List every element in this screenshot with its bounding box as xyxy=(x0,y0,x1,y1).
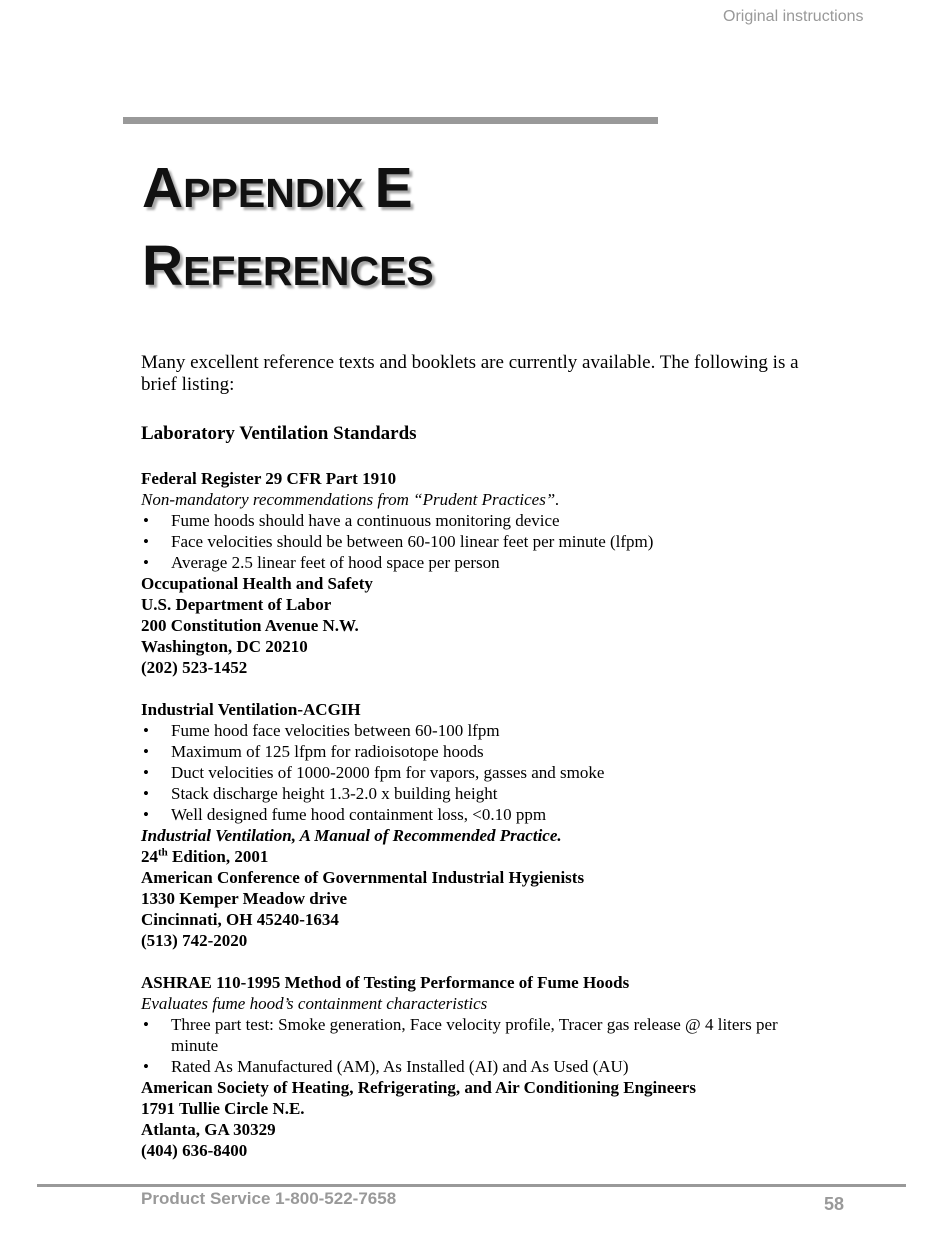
address-line: 1330 Kemper Meadow drive xyxy=(141,889,348,908)
list-item: • Three part test: Smoke generation, Face velocity profile, Tracer gas release @ 4 liters per minute xyxy=(143,1015,778,1055)
section-heading: Laboratory Ventilation Standards xyxy=(141,423,417,444)
address-line: Cincinnati, OH 45240-1634 xyxy=(141,910,339,929)
intro-paragraph: Many excellent reference texts and booklets are currently available. The following is a brief listing: xyxy=(141,352,799,395)
bullet-list xyxy=(141,720,821,825)
appendix-title: APPENDIX E xyxy=(142,156,413,220)
product-service-phone: Product Service 1-800-522-7658 xyxy=(141,1189,397,1208)
bullet-icon: • xyxy=(143,805,149,824)
list-item: • Rated As Manufactured (AM), As Installed (AI) and As Used (AU) xyxy=(143,1057,629,1076)
reference-title: ASHRAE 110-1995 Method of Testing Performance of Fume Hoods xyxy=(141,973,630,992)
list-item: • Fume hoods should have a continuous monitoring device xyxy=(143,511,560,530)
original-instructions-note: Original instructions xyxy=(723,8,864,25)
reference-title: Industrial Ventilation-ACGIH xyxy=(141,700,361,719)
bullet-list xyxy=(141,1014,821,1077)
page-content xyxy=(141,352,821,1161)
address-line: U.S. Department of Labor xyxy=(141,595,332,614)
bullet-icon: • xyxy=(143,721,149,740)
list-item: • Stack discharge height 1.3-2.0 x building height xyxy=(143,784,498,803)
address-line: Occupational Health and Safety xyxy=(141,574,373,593)
bullet-icon: • xyxy=(143,742,149,761)
bullet-icon: • xyxy=(143,532,149,551)
address-line: 1791 Tullie Circle N.E. xyxy=(141,1099,305,1118)
reference-subtitle: Non-mandatory recommendations from “Prudent Practices”. xyxy=(141,490,560,509)
list-item: • Average 2.5 linear feet of hood space per person xyxy=(143,553,500,572)
bullet-icon: • xyxy=(143,553,149,572)
address-line: 200 Constitution Avenue N.W. xyxy=(141,616,359,635)
list-item: • Face velocities should be between 60-100 linear feet per minute (lfpm) xyxy=(143,532,654,551)
address-line: Washington, DC 20210 xyxy=(141,637,308,656)
header-rule xyxy=(123,117,658,124)
reference-subtitle: Evaluates fume hood’s containment characteristics xyxy=(141,994,488,1013)
bullet-icon: • xyxy=(143,1015,149,1034)
list-item: • Well designed fume hood containment loss, <0.10 ppm xyxy=(143,805,547,824)
list-item: • Duct velocities of 1000-2000 fpm for vapors, gasses and smoke xyxy=(143,763,605,782)
reference-industrial-ventilation xyxy=(141,699,821,951)
address-line: Atlanta, GA 30329 xyxy=(141,1120,276,1139)
list-item: • Maximum of 125 lfpm for radioisotope hoods xyxy=(143,742,484,761)
page-number: 58 xyxy=(824,1194,845,1214)
list-item: • Fume hood face velocities between 60-100 lfpm xyxy=(143,721,500,740)
footer-rule xyxy=(37,1184,906,1187)
reference-federal-register xyxy=(141,468,821,678)
bullet-icon: • xyxy=(143,1057,149,1076)
bullet-icon: • xyxy=(143,763,149,782)
phone-number: (202) 523-1452 xyxy=(141,658,248,677)
phone-number: (404) 636-8400 xyxy=(141,1141,248,1160)
reference-title: Federal Register 29 CFR Part 1910 xyxy=(141,469,397,488)
reference-ashrae xyxy=(141,972,821,1161)
references-title: REFERENCES xyxy=(142,234,434,298)
bullet-icon: • xyxy=(143,511,149,530)
edition-line: 24th Edition, 2001 xyxy=(141,846,269,866)
phone-number: (513) 742-2020 xyxy=(141,931,248,950)
book-title: Industrial Ventilation, A Manual of Recommended Practice. xyxy=(141,826,562,845)
bullet-icon: • xyxy=(143,784,149,803)
bullet-list xyxy=(141,510,821,573)
address-line: American Conference of Governmental Industrial Hygienists xyxy=(141,868,585,887)
address-line: American Society of Heating, Refrigerating, and Air Conditioning Engineers xyxy=(141,1078,696,1097)
